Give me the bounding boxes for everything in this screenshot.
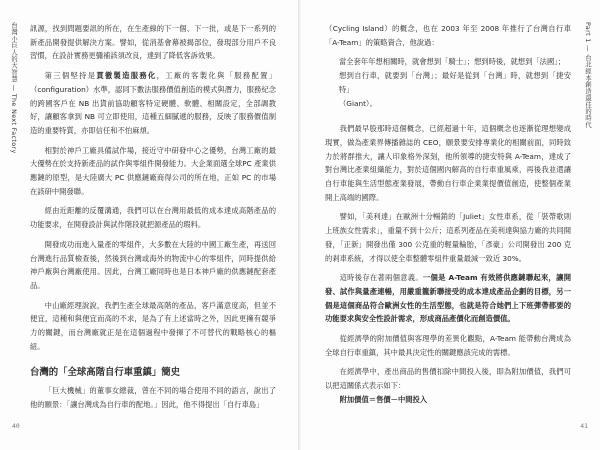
quote-line: 當全套年年想相關時，就會想到「騎士」；想到時後，就想到「法國」； [339,57,566,67]
right-paragraph: 我們最早股那時這個概念，已經超過十年，這個概念也逐漸從理想變成現實，做為產業界傳播雜誌的 CEO，願景要安排專業化的相關前面，同時致力於將群推大，讓人印象格外深刻，他所領導的捷安特與 A-Team，達成了對台灣比產業組織能力，對於這個國內解高的自行車重風乘，再後我並還讓自行車能與生活型態產業發展，帶動自行車企業業提價值創造，使整個產業開上高端的國際。 [325,124,571,202]
right-text-column [325,22,571,407]
bold-statement: 一個是 A-Team 有效將供應鏈聯起來，讓開發、試作與量產連暢，用嚴重籠新聯接受的成本達成產品企劃的目標，另一個是這個商品符合歐洲女性的生活型態，也就是符合她們上下班彈帶都要的功能要求與安全性設計需求，形成商品產價化而創造價值。 [325,273,571,324]
left-text-column [30,22,276,412]
right-page-number: 41 [580,422,588,430]
left-paragraph: 相對於神戶工廠具備試作場，接近守中研發中心之優勢，台灣工廠的最大優勢在於支持新產品的試作與零組件開發能力。大企業面選全球PC 產業供應鏈的原型，是大陸廣大 PC 供應鏈廠商得公司的所在地，正如 PC 的市場在該研中開發聯。 [30,145,276,196]
left-paragraph: 第三個堅持是貫徹製造服務化，工廠的客製化與「服務配置」（configuration）水準，認同下數法服務價值創造的模式與潛力，服務紀念的跨國客戶在 NB 出貨前協助顧客特定硬體、軟體、相關設定，全部調教好，讓顧客拿到 NB 可立即使用，這種五細膩遞的服務，反映了服務價值制造的重要特質，亦即信任和不怕麻煩。 [30,71,277,135]
right-paragraph: 從經濟學的附加價值與客理學的差異化觀點，A-Team 能帶動台灣成為全球自行車重鎮，其中最具決定性的關鍵應該完成的需標。 [325,334,571,357]
right-paragraph: 在經濟學中，產出商品的售價扣除中間投入後，即為附加價值，我們可以把這關係式表示如下： [325,367,571,391]
right-running-head: Part 1 — 台北經本創造最佳的時代 [584,22,591,129]
formula: 附加價值＝售價－中間投入 [339,394,428,404]
left-paragraph: 開發成功而進入量產的零組件，大多數在大陸的中國工廠生產，再送回台灣進行品質檢查後，然後到台灣或海外的物流中心的零組件，同時提供給神戶廠與台灣廠使用。因此，台灣工廠同時也是日本神戶廠的供應鏈配套產品。 [30,239,276,290]
left-paragraph: 「巨大機械」的董事女總裁，曾在不同的場合使用不同的語言，說出了他的願景：「讓台灣成為自行車的配地。」因此，他不得提出「自行車島」 [30,386,276,410]
section-heading: 台灣的「全球高階自行車重鎮」簡史 [30,367,181,379]
right-paragraph: 譬如，「美利達」在歐洲十分暢銷的「Juliet」女性車系，從「裝帶歌則上班族女性需求」，重量不到十公斤；這系列產品在美利達與協力廠的共同開發，「正新」開發出僅 300 公克重的輕量輪胎，「彥豪」公司開發出 200 克的剎車系統，才得以使全車整體零組件重量最減一致近 30%。 [325,212,571,263]
left-paragraph: 中山廠經理說說，我們生產全球最高階的產品，客戶滿意度高，但並不便宜，這種和與便宜而高的不求，是為了有上述當時之外，因此更擁有競爭力的關鍵，而台灣廠就正是在這個過程中發揮了不可替代的戰略核心的樞紐。 [30,300,276,351]
right-page [301,0,600,450]
right-paragraph: （Cycling Island）的概念，也在 2003 年至 2008 年推行了台灣自行車「A-Team」的策略資合，他說過： [325,24,571,47]
left-page-number: 40 [12,422,20,430]
right-paragraph: 這時後存在著兩個意義。一個是 A-Team 有效將供應鏈聯起來，讓開發、試作與量產連暢，用嚴重籠新聯接受的成本達成產品企劃的目標，另一個是這個商品符合歐洲女性的生活型態，也就是符合她們上下班彈帶都要的功能要求與安全性設計需求，形成商品產價化而創造價值。 [325,273,571,324]
left-running-head: 台灣小巨人的大智慧 — The Next Factory [10,22,17,154]
left-paragraph: 經由近距離的反覆溝通，我們可以在台灣用最低的成本達成高階產品的功能要求，在開發設計與試作階段就把源產品的瑕料。 [30,206,276,230]
quote-line: （Giant）。 [339,98,377,108]
left-paragraph: 訊源，找到問題要訊的所在，在生產線的下一個、下一批，或是下一系列的新產品開發提供解決方案。譬如，從消基會幕被揭部位，發現部分用戶不良習慣，在設計實務更彌補該須改良，達到了降低客訴效果。 [30,24,276,61]
quote-line: 想到自行車，就要到「台灣」；最好是從到「台灣」時，就想到「捷安特」 [339,71,571,94]
emphasis-text: 貫徹製造服務化 [96,71,157,81]
